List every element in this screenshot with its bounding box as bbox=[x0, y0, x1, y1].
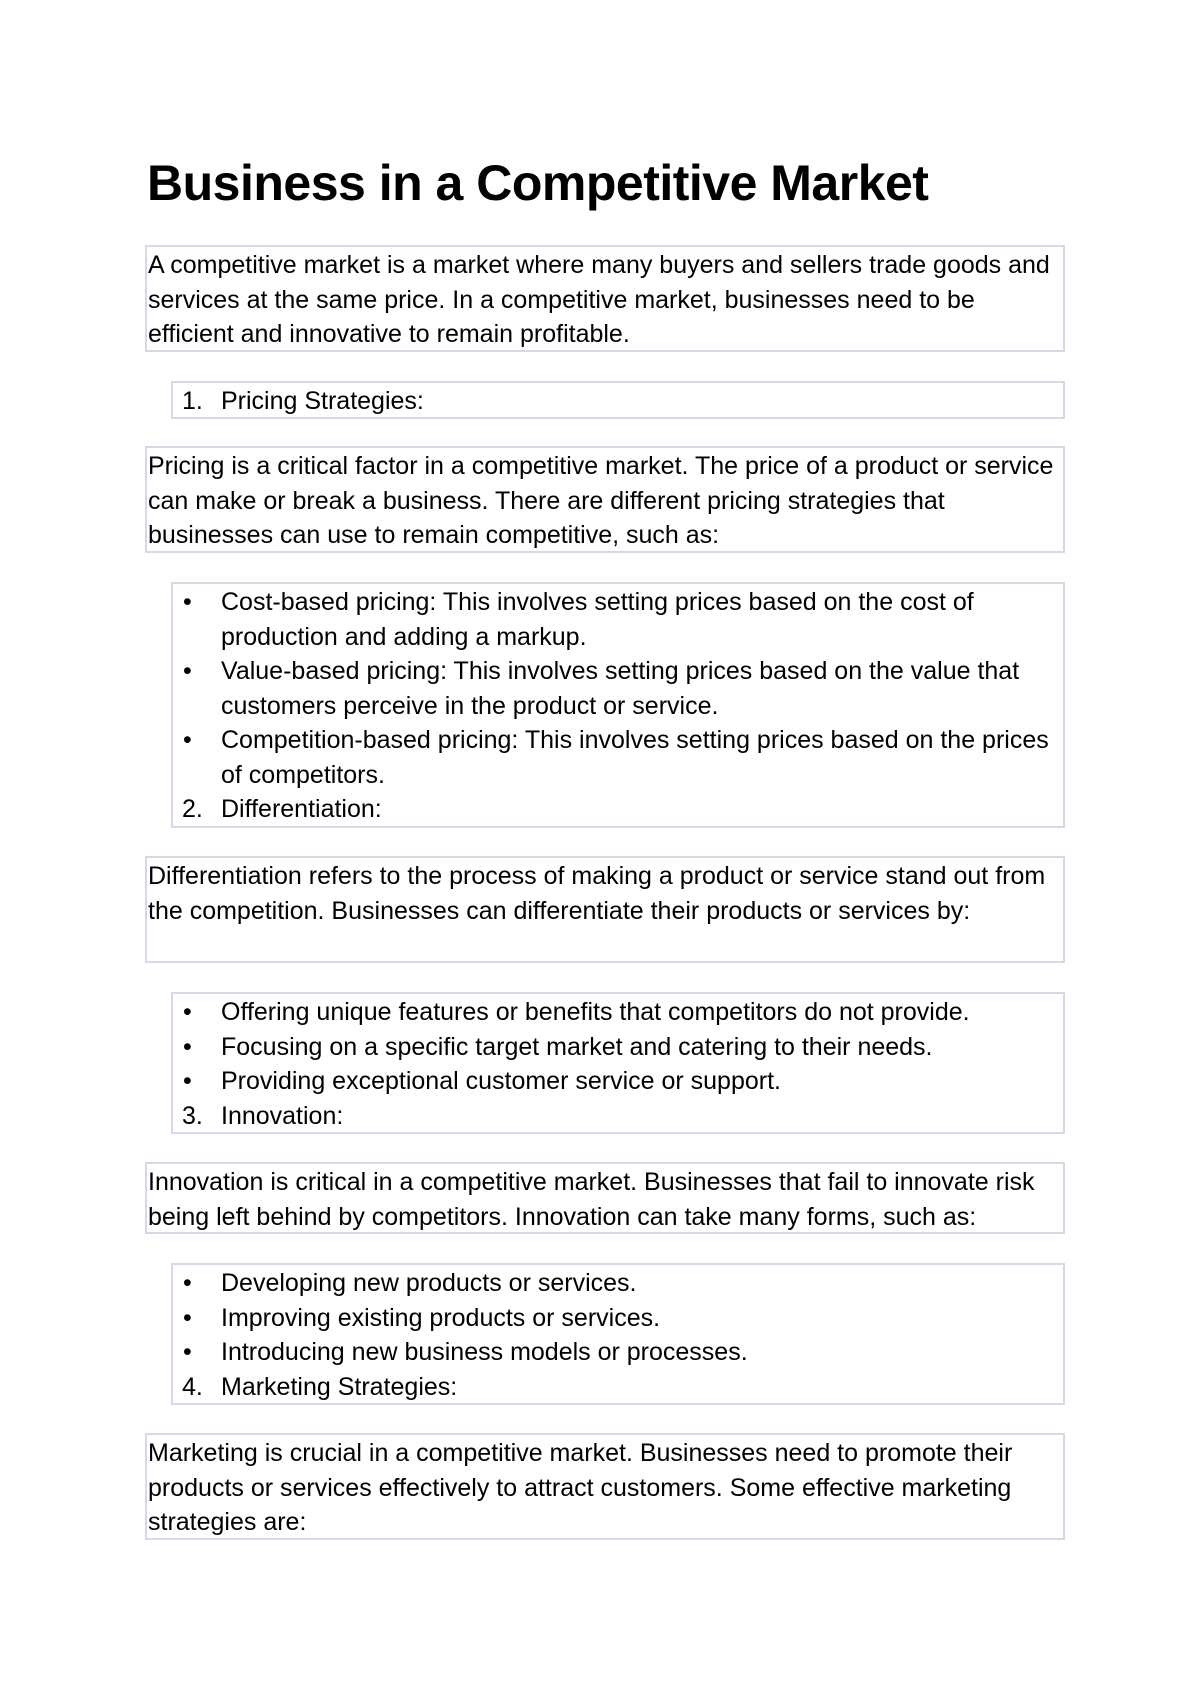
list-item-text: Competition-based pricing: This involves setting prices based on the prices of competitors. bbox=[221, 726, 1049, 789]
section-number: 4. bbox=[182, 1372, 203, 1401]
section-2-heading-row bbox=[173, 792, 1063, 827]
list-item bbox=[173, 654, 1063, 723]
section-3-heading-row bbox=[173, 1099, 1063, 1134]
section-description: Marketing is crucial in a competitive market. Businesses need to promote their products or services effectively to attract customers. Some effective marketing strategies are: bbox=[148, 1439, 1013, 1536]
section-1-bullet-list bbox=[171, 582, 1065, 828]
list-item-text: Focusing on a specific target market and catering to their needs. bbox=[221, 1032, 933, 1061]
bullet-icon: • bbox=[183, 1338, 192, 1366]
section-1-heading-row bbox=[173, 384, 1063, 419]
list-item-text: Developing new products or services. bbox=[221, 1269, 637, 1297]
section-number: 3. bbox=[182, 1101, 203, 1130]
page-title: Business in a Competitive Market bbox=[147, 155, 929, 211]
section-description: Innovation is critical in a competitive market. Businesses that fail to innovate risk being left behind by competitors. Innovation can take many forms, such as: bbox=[148, 1168, 1035, 1231]
list-item bbox=[173, 1064, 1063, 1099]
list-item bbox=[173, 995, 1063, 1030]
bullet-icon: • bbox=[183, 657, 192, 685]
section-1-heading-box bbox=[171, 381, 1065, 419]
bullet-icon: • bbox=[183, 1067, 192, 1095]
section-heading: Marketing Strategies: bbox=[221, 1372, 458, 1401]
bullet-icon: • bbox=[183, 1269, 192, 1297]
section-2-bullet-list bbox=[171, 992, 1065, 1134]
list-item-text: Providing exceptional customer service or support. bbox=[221, 1067, 781, 1095]
section-number: 2. bbox=[182, 795, 203, 823]
list-item-text: Improving existing products or services. bbox=[221, 1303, 661, 1332]
section-number: 1. bbox=[182, 387, 203, 415]
intro-paragraph bbox=[145, 245, 1065, 352]
intro-text: A competitive market is a market where many buyers and sellers trade goods and services at the same price. In a competitive market, businesses need to be efficient and innovative to remain profitable. bbox=[148, 251, 1050, 348]
list-item bbox=[173, 1266, 1063, 1301]
section-2-description-box bbox=[145, 856, 1065, 963]
section-description: Differentiation refers to the process of making a product or service stand out from the competition. Businesses can differentiate their products or services by: bbox=[148, 862, 1046, 925]
section-4-description-box bbox=[145, 1433, 1065, 1540]
section-1-description-box bbox=[145, 446, 1065, 553]
list-item bbox=[173, 723, 1063, 792]
list-item-text: Offering unique features or benefits that competitors do not provide. bbox=[221, 998, 970, 1026]
list-item bbox=[173, 1335, 1063, 1370]
section-heading: Innovation: bbox=[221, 1101, 344, 1130]
bullet-icon: • bbox=[183, 1032, 192, 1061]
list-item-text: Introducing new business models or processes. bbox=[221, 1338, 748, 1366]
list-item-text: Cost-based pricing: This involves setting prices based on the cost of production and adding a markup. bbox=[221, 588, 974, 651]
bullet-icon: • bbox=[183, 726, 192, 754]
list-item bbox=[173, 1301, 1063, 1336]
bullet-icon: • bbox=[183, 588, 192, 616]
list-item bbox=[173, 1030, 1063, 1065]
section-4-heading-row bbox=[173, 1370, 1063, 1405]
bullet-icon: • bbox=[183, 1303, 192, 1332]
list-item bbox=[173, 585, 1063, 654]
section-description: Pricing is a critical factor in a competitive market. The price of a product or service can make or break a business. There are different pricing strategies that businesses can use to remain competitive, such as: bbox=[148, 452, 1054, 549]
section-heading: Differentiation: bbox=[221, 795, 382, 823]
section-3-bullet-list bbox=[171, 1263, 1065, 1405]
section-3-description-box bbox=[145, 1162, 1065, 1234]
bullet-icon: • bbox=[183, 998, 192, 1026]
list-item-text: Value-based pricing: This involves setting prices based on the value that customers perceive in the product or service. bbox=[221, 657, 1020, 720]
section-heading: Pricing Strategies: bbox=[221, 387, 424, 415]
